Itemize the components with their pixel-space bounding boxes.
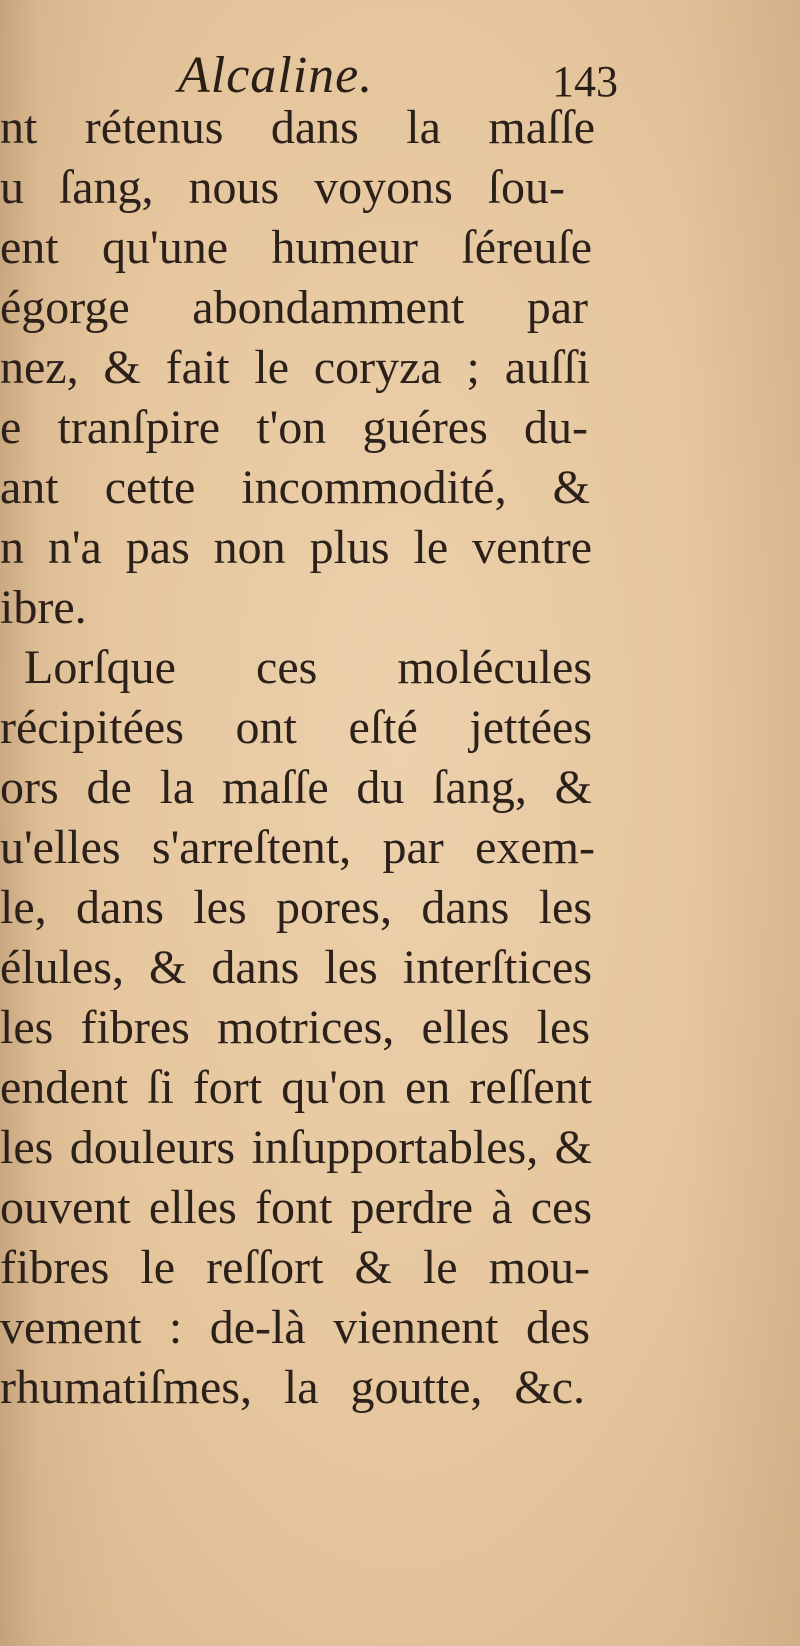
page-header xyxy=(0,42,800,106)
text-line: nez, & fait le coryza ; auſſi xyxy=(0,341,590,394)
text-line: rhumatiſmes, la goutte, &c. xyxy=(0,1361,585,1414)
text-line: vement : de-là viennent des xyxy=(0,1301,590,1354)
text-line: récipitées ont eſté jettées xyxy=(0,701,592,754)
text-line: ent qu'une humeur ſéreuſe xyxy=(0,221,592,274)
text-line: endent ſi fort qu'on en reſſent xyxy=(0,1061,592,1114)
page-number: 143 xyxy=(552,57,618,106)
text-line: ant cette incommodité, & xyxy=(0,461,590,514)
text-line: n n'a pas non plus le ventre xyxy=(0,521,592,574)
text-line: ibre. xyxy=(0,581,87,634)
text-line: égorge abondamment par xyxy=(0,281,588,334)
text-line: le, dans les pores, dans les xyxy=(0,881,592,934)
text-line: nt rétenus dans la maſſe xyxy=(0,101,595,154)
text-line: e tranſpire t'on guéres du- xyxy=(0,401,588,454)
text-line: u'elles s'arreſtent, par exem- xyxy=(0,821,595,874)
text-line: les douleurs inſupportables, & xyxy=(0,1121,592,1174)
text-line: les fibres motrices, elles les xyxy=(0,1001,590,1054)
text-line: Lorſque ces molécules xyxy=(24,641,592,694)
text-line: élules, & dans les interſtices xyxy=(0,941,592,994)
text-line: ouvent elles font perdre à ces xyxy=(0,1181,592,1234)
text-line: ors de la maſſe du ſang, & xyxy=(0,761,592,814)
text-line: fibres le reſſort & le mou- xyxy=(0,1241,590,1294)
running-title: Alcaline. xyxy=(178,47,374,104)
text-line: u ſang, nous voyons ſou- xyxy=(0,161,565,214)
